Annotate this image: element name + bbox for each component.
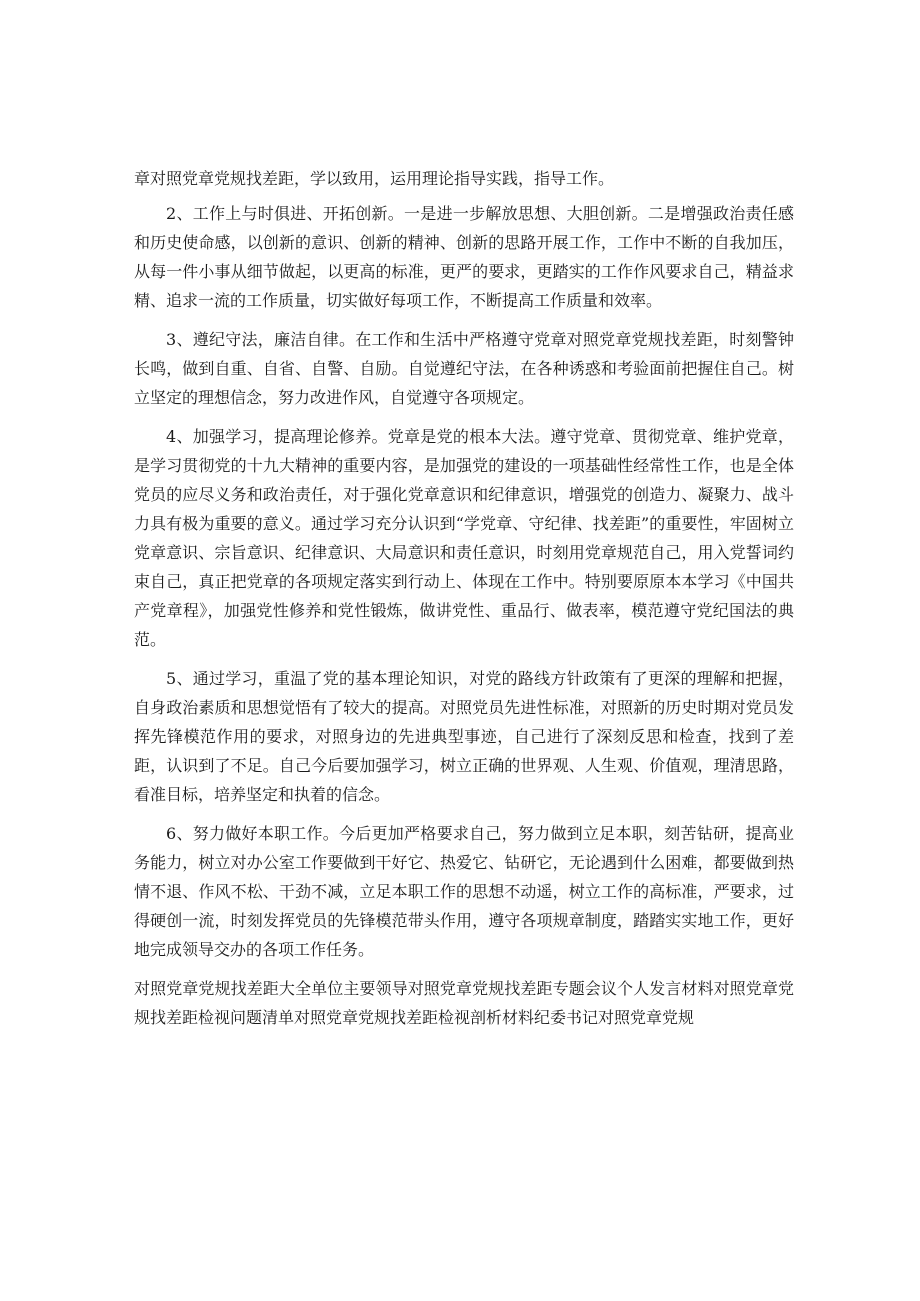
paragraph-item-4: 4、加强学习，提高理论修养。党章是党的根本大法。遵守党章、贯彻党章、维护党章，是学习贯彻党的十九大精神的重要内容，是加强党的建设的一项基础性经常性工作，也是全体党员的应尽义务和政治责任，对于强化党章意识和纪律意识，增强党的创造力、凝聚力、战斗力具有极为重要的意义。通过学习充分认识到“学党章、守纪律、找差距”的重要性，牢固树立党章意识、宗旨意识、纪律意识、大局意识和责任意识，时刻用党章规范自己，用入党誓词约束自己，真正把党章的各项规定落实到行动上、体现在工作中。特别要原原本本学习《中国共产党章程》，加强党性修养和党性锻炼，做讲党性、重品行、做表率，模范遵守党纪国法的典范。	[134, 427, 794, 649]
document-body	[134, 164, 794, 1032]
paragraph-continuation: 章对照党章党规找差距，学以致用，运用理论指导实践，指导工作。	[134, 169, 615, 188]
related-links-text: 对照党章党规找差距大全单位主要领导对照党章党规找差距专题会议个人发言材料对照党章党规找差距检视问题清单对照党章党规找差距检视剖析材料纪委书记对照党章党规	[134, 979, 794, 1027]
paragraph-item-3: 3、遵纪守法，廉洁自律。在工作和生活中严格遵守党章对照党章党规找差距，时刻警钟长鸣，做到自重、自省、自警、自励。自觉遵纪守法，在各种诱惑和考验面前把握住自己。树立坚定的理想信念，努力改进作风，自觉遵守各项规定。	[134, 330, 794, 407]
paragraph-item-2: 2、工作上与时俱进、开拓创新。一是进一步解放思想、大胆创新。二是增强政治责任感和历史使命感，以创新的意识、创新的精神、创新的思路开展工作，工作中不断的自我加压，从每一件小事从细节做起，以更高的标准，更严的要求，更踏实的工作作风要求自己，精益求精、追求一流的工作质量，切实做好每项工作，不断提高工作质量和效率。	[134, 204, 794, 310]
paragraph-item-5: 5、通过学习，重温了党的基本理论知识，对党的路线方针政策有了更深的理解和把握，自身政治素质和思想觉悟有了较大的提高。对照党员先进性标准，对照新的历史时期对党员发挥先锋模范作用的要求，对照身边的先进典型事迹，自己进行了深刻反思和检查，找到了差距，认识到了不足。自己今后要加强学习，树立正确的世界观、人生观、价值观，理清思路，看准目标，培养坚定和执着的信念。	[134, 669, 794, 804]
paragraph-item-6: 6、努力做好本职工作。今后更加严格要求自己，努力做到立足本职，刻苦钻研，提高业务能力，树立对办公室工作要做到干好它、热爱它、钻研它，无论遇到什么困难，都要做到热情不退、作风不松、干劲不减，立足本职工作的思想不动遥，树立工作的高标准，严要求，过得硬创一流，时刻发挥党员的先锋模范带头作用，遵守各项规章制度，踏踏实实地工作，更好地完成领导交办的各项工作任务。	[134, 824, 794, 959]
